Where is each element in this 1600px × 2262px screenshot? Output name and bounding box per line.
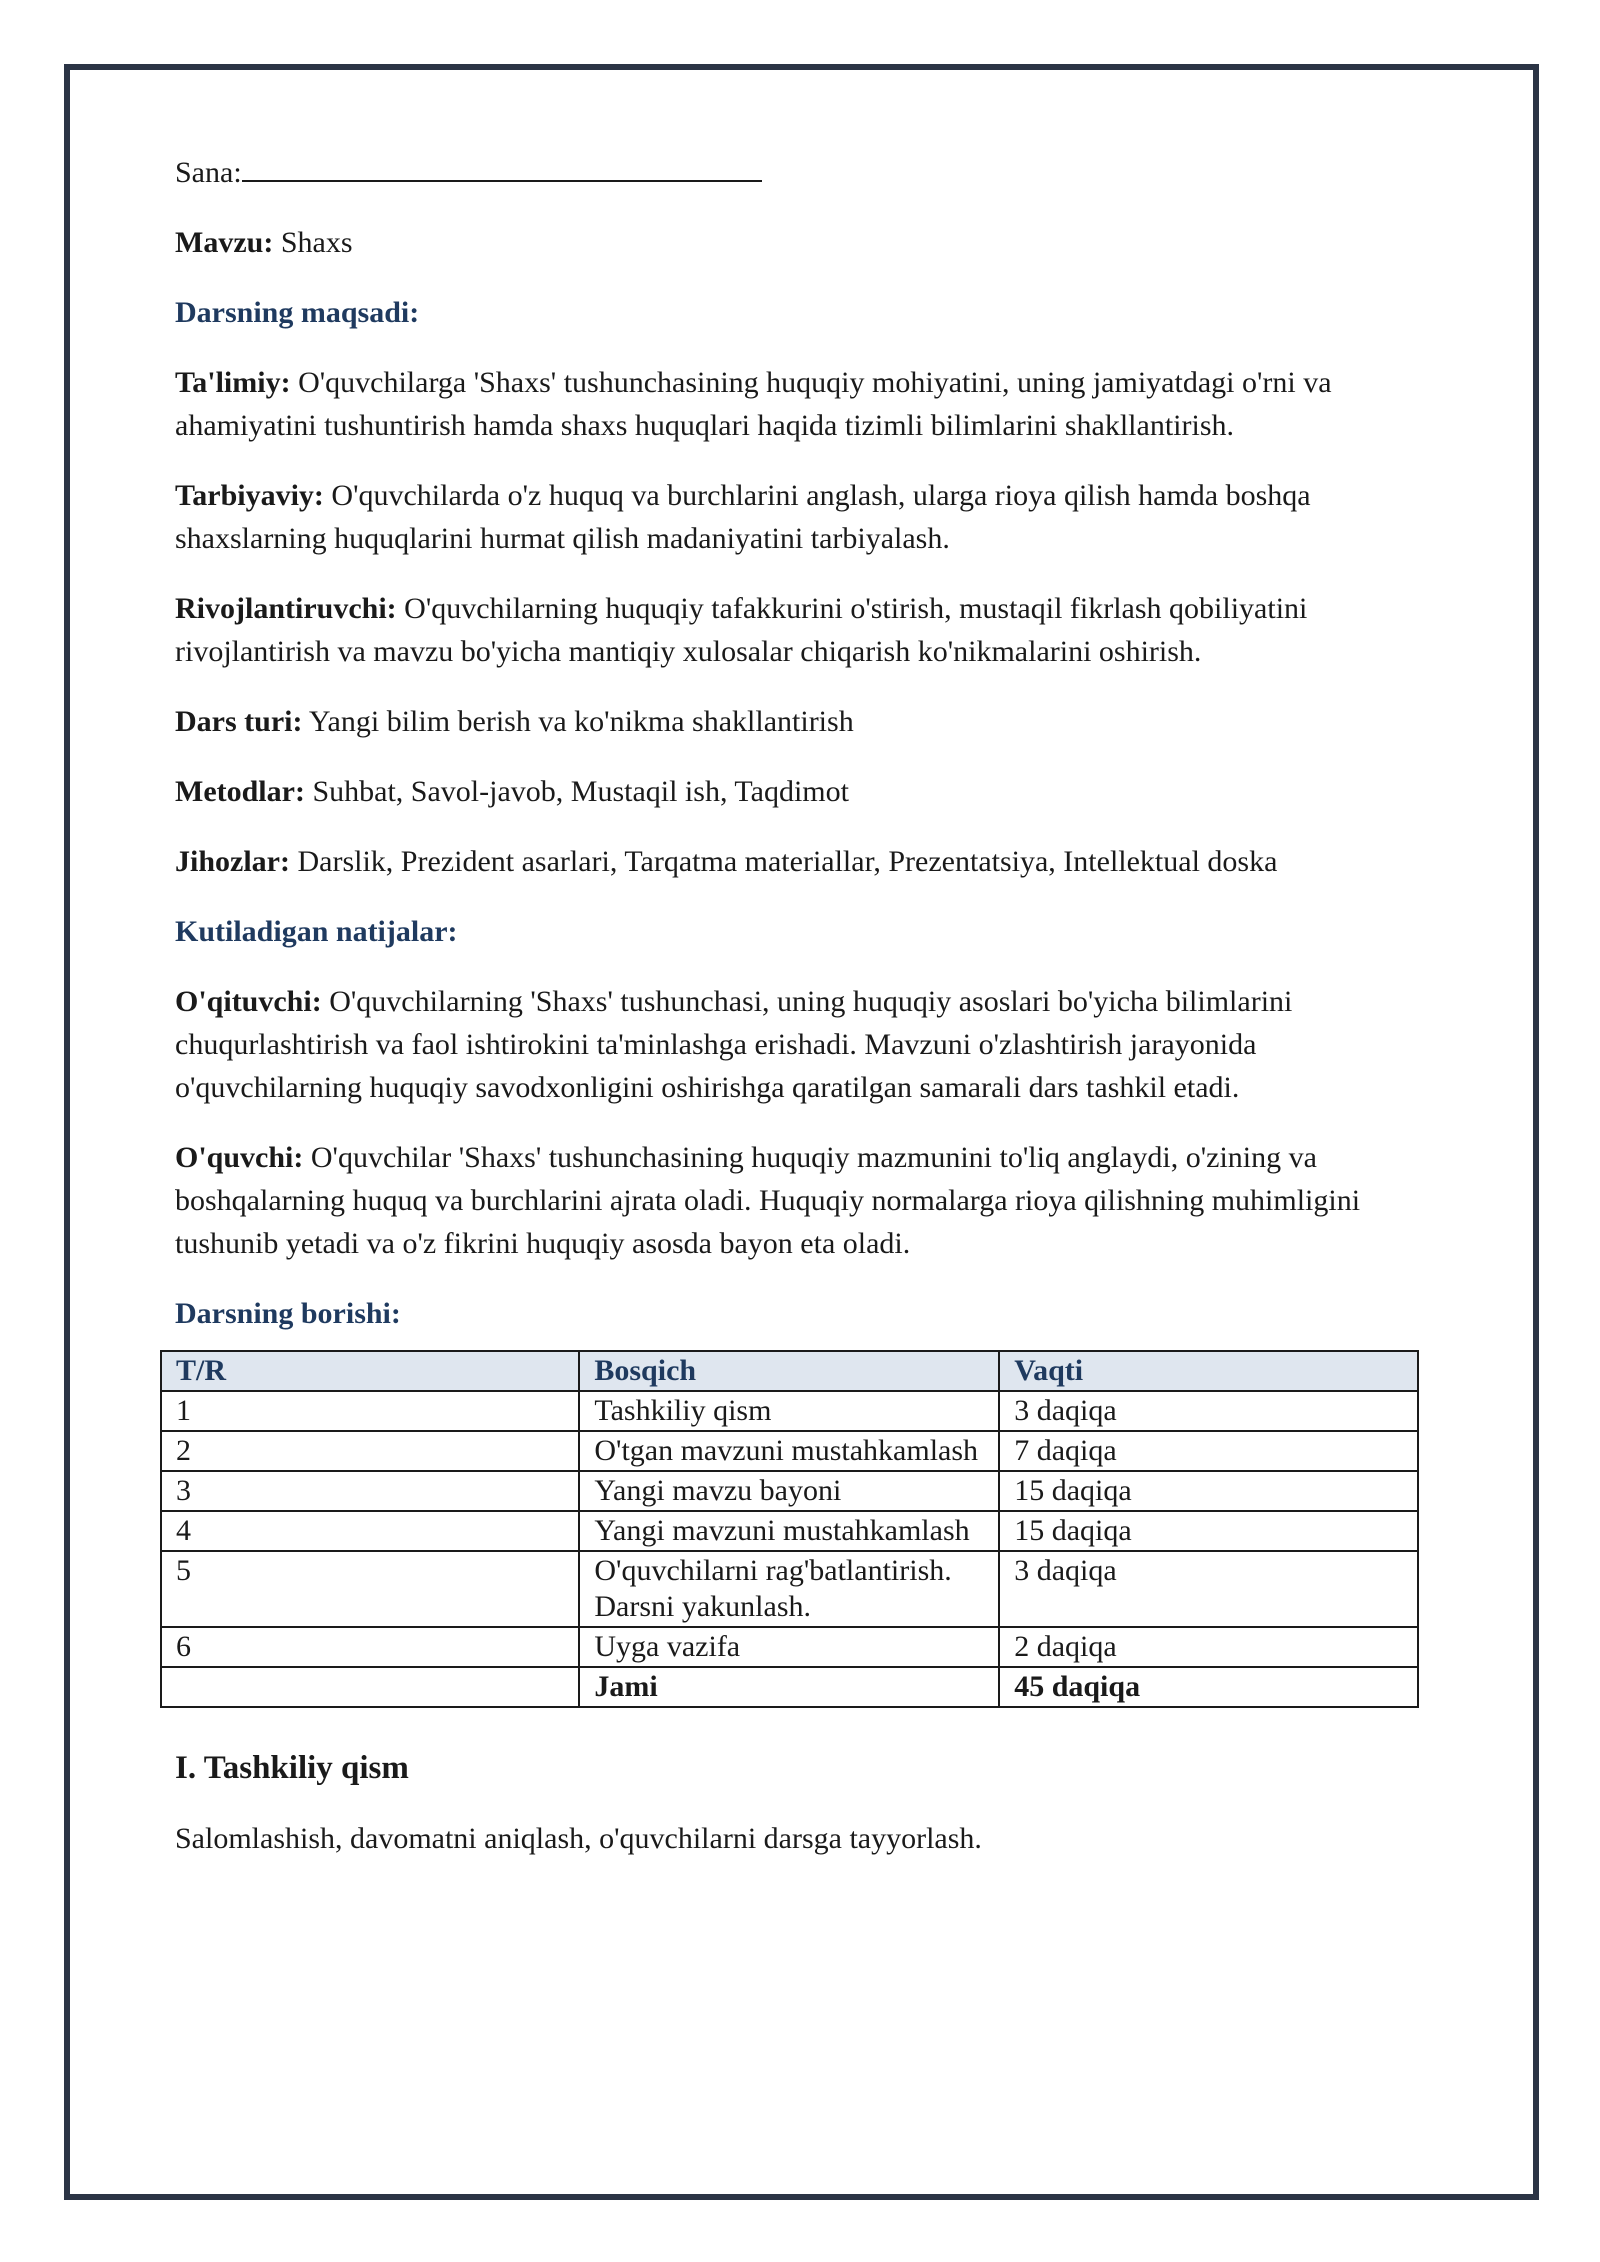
table-row — [161, 1431, 1418, 1471]
oquvchi-label: O'quvchi: — [175, 1141, 304, 1174]
tarbiyaviy-label: Tarbiyaviy: — [175, 479, 324, 512]
table-cell-vaqti: 3 daqiqa — [999, 1551, 1418, 1627]
document-body — [175, 150, 1445, 1887]
table-cell-bosqich: O'quvchilarni rag'batlantirish. Darsni yakunlash. — [579, 1551, 999, 1627]
section-text: Salomlashish, davomatni aniqlash, o'quvchilarni darsga tayyorlash. — [175, 1822, 982, 1855]
total-label: Jami — [579, 1667, 999, 1707]
table-cell-vaqti: 3 daqiqa — [999, 1391, 1418, 1431]
mavzu-value: Shaxs — [280, 226, 353, 259]
jihozlar-label: Jihozlar: — [175, 845, 290, 878]
dars-turi-label: Dars turi: — [175, 705, 303, 738]
sana-blank — [242, 150, 762, 182]
rivojlantiruvchi-paragraph — [175, 587, 1445, 673]
table-cell-tr: 3 — [161, 1471, 579, 1511]
tarbiyaviy-text: O'quvchilarda o'z huquq va burchlarini anglash, ularga rioya qilish hamda boshqa shaxslarning huquqlarini hurmat qilish madaniyatini tarbiyalash. — [175, 479, 1311, 555]
table-cell-vaqti: 7 daqiqa — [999, 1431, 1418, 1471]
lesson-plan-table — [160, 1350, 1419, 1708]
dars-turi-value: Yangi bilim berish va ko'nikma shakllantirish — [308, 705, 854, 738]
dars-turi — [175, 700, 1445, 743]
table-cell-tr: 2 — [161, 1431, 579, 1471]
table-cell-vaqti: 2 daqiqa — [999, 1627, 1418, 1667]
table-cell-bosqich: Yangi mavzuni mustahkamlash — [579, 1511, 999, 1551]
table-cell-bosqich: Yangi mavzu bayoni — [579, 1471, 999, 1511]
column-header-vaqti: Vaqti — [999, 1351, 1418, 1391]
sana-line — [175, 150, 1445, 194]
table-row — [161, 1627, 1418, 1667]
table-row — [161, 1471, 1418, 1511]
table-row — [161, 1511, 1418, 1551]
talimiy-label: Ta'limiy: — [175, 366, 291, 399]
table-row — [161, 1391, 1418, 1431]
metodlar-label: Metodlar: — [175, 775, 305, 808]
table-cell-vaqti: 15 daqiqa — [999, 1471, 1418, 1511]
table-cell-vaqti: 15 daqiqa — [999, 1511, 1418, 1551]
table-cell-bosqich: O'tgan mavzuni mustahkamlash — [579, 1431, 999, 1471]
talimiy-paragraph — [175, 361, 1445, 447]
table-cell-tr: 4 — [161, 1511, 579, 1551]
mavzu-label: Mavzu: — [175, 226, 274, 259]
jihozlar-value: Darslik, Prezident asarlari, Tarqatma materiallar, Prezentatsiya, Intellektual doska — [297, 845, 1278, 878]
table-cell-tr: 6 — [161, 1627, 579, 1667]
table-cell-empty — [161, 1667, 579, 1707]
column-header-tr: T/R — [161, 1351, 579, 1391]
table-total-row — [161, 1667, 1418, 1707]
natijalar-heading: Kutiladigan natijalar: — [175, 915, 458, 948]
rivojlantiruvchi-text: O'quvchilarning huquqiy tafakkurini o'stirish, mustaqil fikrlash qobiliyatini rivojlantirish va mavzu bo'yicha mantiqiy xulosalar chiqarish ko'nikmalarini oshirish. — [175, 592, 1308, 668]
oqituvchi-paragraph — [175, 980, 1445, 1109]
table-cell-tr: 5 — [161, 1551, 579, 1627]
table-cell-bosqich: Tashkiliy qism — [579, 1391, 999, 1431]
table-cell-bosqich: Uyga vazifa — [579, 1627, 999, 1667]
table-row — [161, 1551, 1418, 1627]
mavzu — [175, 221, 1445, 264]
borishi-heading: Darsning borishi: — [175, 1297, 401, 1330]
oqituvchi-label: O'qituvchi: — [175, 985, 322, 1018]
oqituvchi-text: O'quvchilarning 'Shaxs' tushunchasi, uning huquqiy asoslari bo'yicha bilimlarini chuqurlashtirish va faol ishtirokini ta'minlashga erishadi. Mavzuni o'zlashtirish jarayonida o'quvchilarning huquqiy savodxonligini oshirishga qaratilgan samarali dars tashkil etadi. — [175, 985, 1293, 1104]
rivojlantiruvchi-label: Rivojlantiruvchi: — [175, 592, 397, 625]
metodlar — [175, 770, 1445, 813]
talimiy-text: O'quvchilarga 'Shaxs' tushunchasining huquqiy mohiyatini, uning jamiyatdagi o'rni va ahamiyatini tushuntirish hamda shaxs huquqlari haqida tizimli bilimlarini shakllantirish. — [175, 366, 1332, 442]
table-header-row — [161, 1351, 1418, 1391]
column-header-bosqich: Bosqich — [579, 1351, 999, 1391]
jihozlar — [175, 840, 1445, 883]
oquvchi-text: O'quvchilar 'Shaxs' tushunchasining huquqiy mazmunini to'liq anglaydi, o'zining va boshqalarning huquq va burchlarini ajrata oladi. Huquqiy normalarga rioya qilishning muhimligini tushunib yetadi va o'z fikrini huquqiy asosda bayon eta oladi. — [175, 1141, 1361, 1260]
metodlar-value: Suhbat, Savol-javob, Mustaqil ish, Taqdimot — [312, 775, 849, 808]
sana-label: Sana: — [175, 156, 242, 189]
total-value: 45 daqiqa — [999, 1667, 1418, 1707]
section-title: I. Tashkiliy qism — [175, 1750, 409, 1786]
tarbiyaviy-paragraph — [175, 474, 1445, 560]
maqsad-heading: Darsning maqsadi: — [175, 296, 420, 329]
table-cell-tr: 1 — [161, 1391, 579, 1431]
oquvchi-paragraph — [175, 1136, 1445, 1265]
